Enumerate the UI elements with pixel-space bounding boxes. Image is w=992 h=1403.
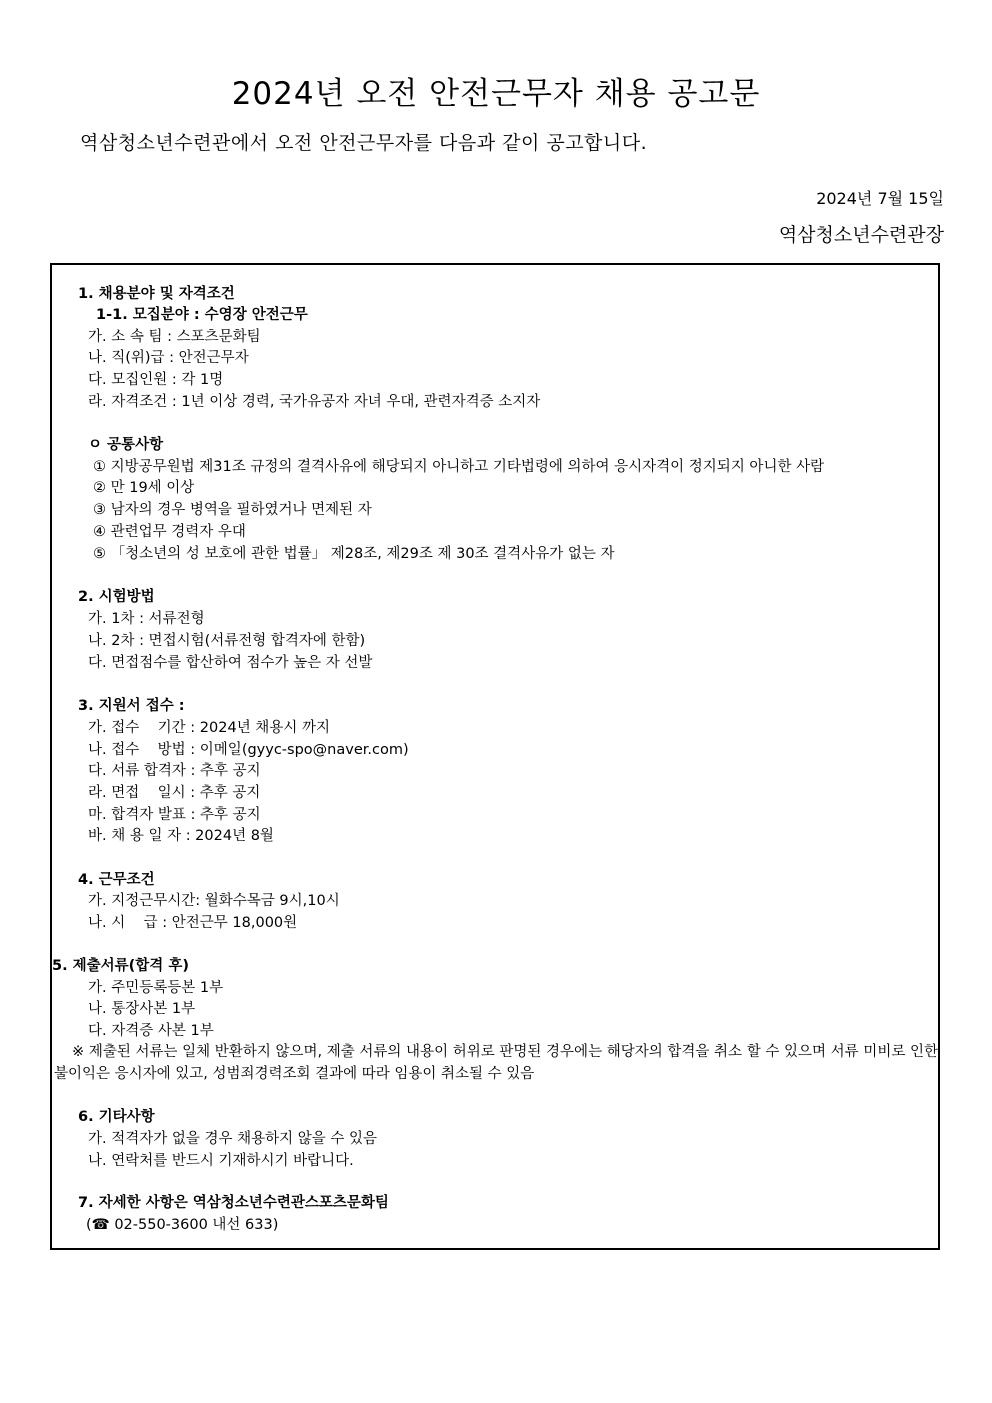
list-item: ⑤ 「청소년의 성 보호에 관한 법률」 제28조, 제29조 제 30조 결격사유가 없는 자: [93, 546, 615, 562]
list-item: ③ 남자의 경우 병역을 필하였거나 면제된 자: [93, 502, 372, 518]
list-item: 가. 지정근무시간: 월화수목금 9시,10시: [88, 893, 340, 909]
list-item: 가. 적격자가 없을 경우 채용하지 않을 수 있음: [88, 1131, 377, 1147]
list-item: 가. 주민등록등본 1부: [88, 980, 224, 996]
list-item: ② 만 19세 이상: [93, 480, 195, 496]
list-item: 나. 연락처를 반드시 기재하시기 바랍니다.: [88, 1153, 354, 1169]
signer: 역삼청소년수련관장: [778, 224, 944, 246]
list-item: 가. 1차 : 서류전형: [88, 611, 205, 627]
list-item: 라. 면접 일시 : 추후 공지: [88, 785, 261, 801]
section-5-heading: 5. 제출서류(합격 후): [52, 958, 189, 974]
list-item: 마. 합격자 발표 : 추후 공지: [88, 807, 261, 823]
list-item: 라. 자격조건 : 1년 이상 경력, 국가유공자 자녀 우대, 관련자격증 소지자: [88, 394, 541, 410]
list-item: 나. 시 급 : 안전근무 18,000원: [88, 915, 298, 931]
submission-note: ※ 제출된 서류는 일체 반환하지 않으며, 제출 서류의 내용이 허위로 판명된 경우에는 해당자의 합격을 취소 할 수 있으며 서류 미비로 인한 불이익은 응시자에 있고, 성범죄경력조회 결과에 따라 임용이 취소될 수 있음: [54, 1044, 938, 1082]
list-item: 나. 직(위)급 : 안전근무자: [88, 350, 249, 366]
section-1-heading: 1. 채용분야 및 자격조건: [78, 286, 235, 302]
list-item: 나. 통장사본 1부: [88, 1001, 196, 1017]
list-item: 다. 면접점수를 합산하여 점수가 높은 자 선발: [88, 655, 373, 671]
list-item: 다. 자격증 사본 1부: [88, 1023, 214, 1039]
notice-date: 2024년 7월 15일: [816, 189, 944, 208]
list-item: 나. 접수 방법 : 이메일(gyyc-spo@naver.com): [88, 742, 409, 758]
list-item: 나. 2차 : 면접시험(서류전형 합격자에 한함): [88, 633, 366, 649]
section-1-sub: 1-1. 모집분야 : 수영장 안전근무: [96, 307, 308, 323]
list-item: 가. 접수 기간 : 2024년 채용시 까지: [88, 720, 330, 736]
list-item: ① 지방공무원법 제31조 규정의 결격사유에 해당되지 아니하고 기타법령에 의하여 응시자격이 정지되지 아니한 사람: [93, 459, 825, 475]
section-2-heading: 2. 시험방법: [78, 589, 155, 605]
list-item: 바. 채 용 일 자 : 2024년 8월: [88, 828, 274, 844]
section-3-heading: 3. 지원서 접수 :: [78, 698, 185, 714]
section-6-heading: 6. 기타사항: [78, 1109, 155, 1125]
list-item: 다. 서류 합격자 : 추후 공지: [88, 763, 261, 779]
list-item: 가. 소 속 팀 : 스포츠문화팀: [88, 329, 261, 345]
section-4-heading: 4. 근무조건: [78, 872, 155, 888]
common-heading: ㅇ 공통사항: [88, 437, 164, 453]
intro-text: 역삼청소년수련관에서 오전 안전근무자를 다음과 같이 공고합니다.: [80, 132, 648, 154]
list-item: ④ 관련업무 경력자 우대: [93, 524, 246, 540]
section-7-heading: 7. 자세한 사항은 역삼청소년수련관스포츠문화팀: [78, 1195, 389, 1211]
document-title: 2024년 오전 안전근무자 채용 공고문: [231, 76, 761, 112]
contact-phone: (☎ 02-550-3600 내선 633): [86, 1217, 279, 1233]
content-box: [50, 263, 940, 1250]
list-item: 다. 모집인원 : 각 1명: [88, 372, 224, 388]
